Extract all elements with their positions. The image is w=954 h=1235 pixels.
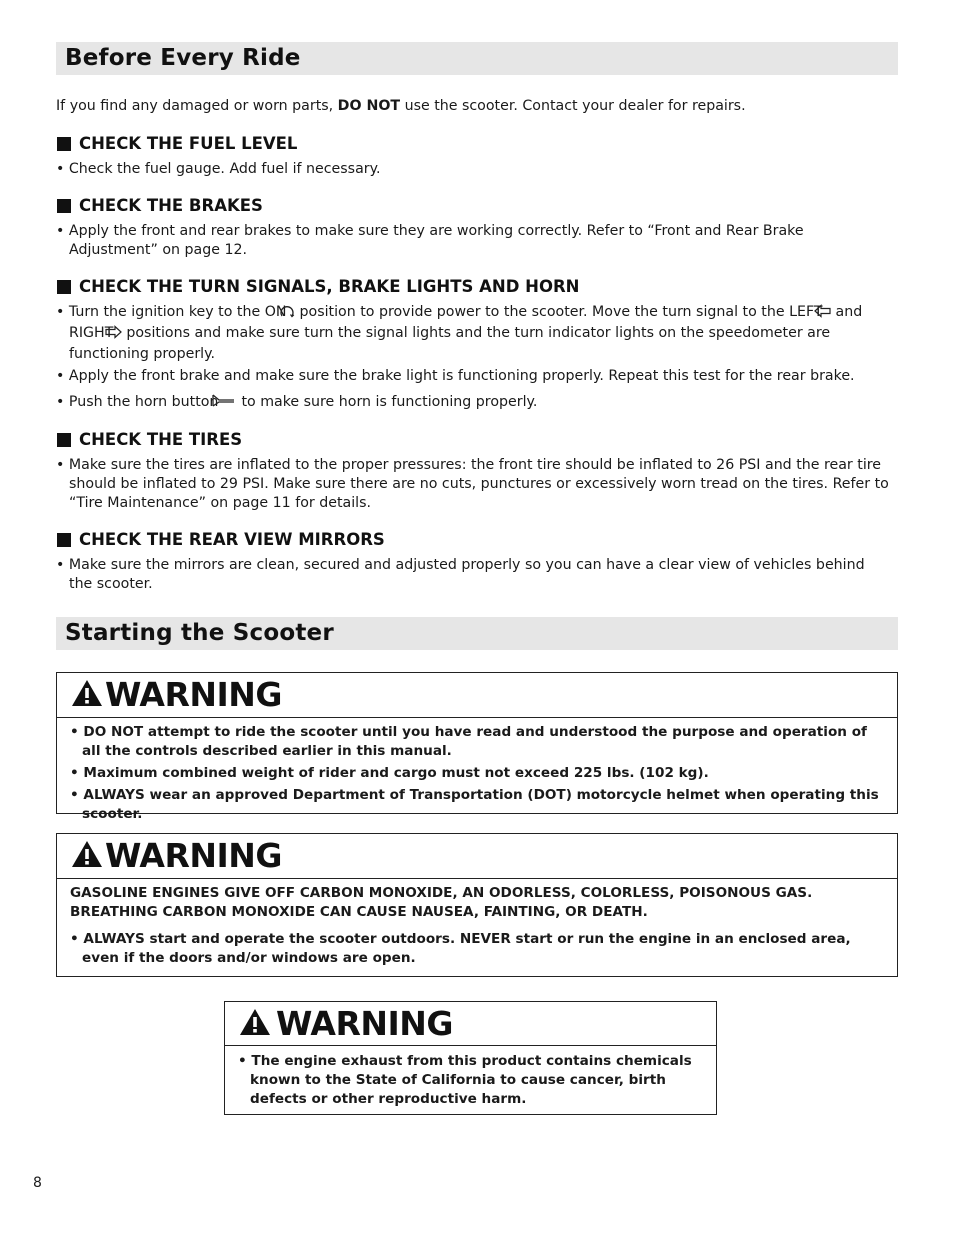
warning-item: • DO NOT attempt to ride the scooter until you have read and understood the purpose and operation of all the controls described earlier in this manual. <box>70 724 867 759</box>
mirrors-heading <box>57 530 385 550</box>
warning-label: WARNING <box>105 836 282 875</box>
square-bullet-icon <box>57 433 71 447</box>
brakes-heading <box>57 196 263 216</box>
mirrors-heading-text: CHECK THE REAR VIEW MIRRORS <box>79 530 385 549</box>
signals-item-1-text-a: Turn the ignition key to the ON <box>68 304 287 320</box>
warning-header <box>57 673 897 718</box>
mirrors-item-text: Make sure the mirrors are clean, secured and adjusted properly so you can have a clear view of vehicles behind the scooter. <box>68 557 865 592</box>
signals-item-1: • Turn the ignition key to the ON position to provide power to the scooter. Move the turn signal to the LEFT and RIGHT positions and make sure turn the signal lights and the turn indicator lights on the speedometer are functioning properly. <box>56 304 863 362</box>
square-bullet-icon <box>57 199 71 213</box>
warning-triangle-icon <box>71 840 103 872</box>
warning-item: • Maximum combined weight of rider and cargo must not exceed 225 lbs. (102 kg). <box>70 765 709 781</box>
warning-item-text: ALWAYS wear an approved Department of Transportation (DOT) motorcycle helmet when operating this scooter. <box>82 787 879 822</box>
fuel-heading <box>57 134 297 154</box>
warning-label: WARNING <box>276 1003 453 1043</box>
warning-header <box>57 834 897 879</box>
warning-triangle-icon <box>239 1008 271 1040</box>
signals-item-3-text-b: to make sure horn is functioning properly. <box>241 394 538 410</box>
warning-item: • The engine exhaust from this product contains chemicals known to the State of California to cause cancer, birth defects or other reproductive harm. <box>238 1053 692 1107</box>
section-title: Starting the Scooter <box>65 620 334 646</box>
mirrors-item: • Make sure the mirrors are clean, secured and adjusted properly so you can have a clear view of vehicles behind the scooter. <box>56 557 865 592</box>
warning-item-text: ALWAYS start and operate the scooter outdoors. NEVER start or run the engine in an enclosed area, even if the doors and/or windows are open. <box>82 931 851 966</box>
square-bullet-icon <box>57 137 71 151</box>
warning-body <box>57 718 897 824</box>
warning-box-1 <box>56 672 898 822</box>
signals-item-1-text-d: positions and make sure turn the signal lights and the turn indicator lights on the speedometer are functioning properly. <box>69 325 831 362</box>
tires-item: • Make sure the tires are inflated to the proper pressures: the front tire should be inflated to 26 PSI and the rear tire should be inflated to 29 PSI. Make sure there are no cuts, punctures or excessively worn tread on the tires. Refer to “Tire Maintenance” on page 11 for details. <box>56 457 889 511</box>
signals-heading-text: CHECK THE TURN SIGNALS, BRAKE LIGHTS AND HORN <box>79 277 580 296</box>
section-header-before-every-ride <box>56 42 898 75</box>
intro-bold: DO NOT <box>337 98 401 114</box>
right-arrow-icon <box>117 325 122 345</box>
brakes-item-text: Apply the front and rear brakes to make sure they are working correctly. Refer to “Front and Rear Brake Adjustment” on page 12. <box>68 223 804 258</box>
intro-paragraph <box>56 97 896 116</box>
warning-triangle-icon <box>71 679 103 711</box>
brakes-item: • Apply the front and rear brakes to make sure they are working correctly. Refer to “Front and Rear Brake Adjustment” on page 12. <box>56 223 804 258</box>
warning-body <box>225 1046 716 1109</box>
intro-text: If you find any damaged or worn parts, <box>56 98 338 114</box>
warning-item: • ALWAYS start and operate the scooter outdoors. NEVER start or run the engine in an enclosed area, even if the doors and/or windows are open. <box>70 931 851 966</box>
warning-box-3 <box>224 1001 717 1115</box>
signals-item-1-text-b: position to provide power to the scooter. Move the turn signal to the LEFT <box>299 304 823 320</box>
fuel-item-text: Check the fuel gauge. Add fuel if necessary. <box>68 161 381 177</box>
left-arrow-icon <box>827 304 832 324</box>
section-header-starting-the-scooter <box>56 617 898 650</box>
intro-text-end: use the scooter. Contact your dealer for repairs. <box>400 98 746 114</box>
warning-item-text: Maximum combined weight of rider and cargo must not exceed 225 lbs. (102 kg). <box>83 765 709 781</box>
warning-item-text: The engine exhaust from this product contains chemicals known to the State of California to cause cancer, birth defects or other reproductive harm. <box>250 1053 692 1107</box>
horn-icon <box>224 394 235 414</box>
page-number: 8 <box>33 1175 42 1191</box>
signals-item-1-text-c: and RIGHT <box>69 304 863 341</box>
fuel-heading-text: CHECK THE FUEL LEVEL <box>79 134 298 153</box>
warning-box-2 <box>56 833 898 977</box>
square-bullet-icon <box>57 280 71 294</box>
square-bullet-icon <box>57 533 71 547</box>
brakes-heading-text: CHECK THE BRAKES <box>79 196 263 215</box>
warning-lead: GASOLINE ENGINES GIVE OFF CARBON MONOXIDE, AN ODORLESS, COLORLESS, POISONOUS GAS. BREATHING CARBON MONOXIDE CAN CAUSE NAUSEA, FAINTING, OR DEATH. <box>70 885 813 920</box>
section-title: Before Every Ride <box>65 45 301 71</box>
warning-item: • ALWAYS wear an approved Department of Transportation (DOT) motorcycle helmet when operating this scooter. <box>70 787 879 822</box>
tires-heading-text: CHECK THE TIRES <box>79 430 243 449</box>
warning-body <box>57 879 897 968</box>
signals-item-3-text-a: Push the horn button <box>68 394 219 410</box>
signals-item-2-text: Apply the front brake and make sure the brake light is functioning properly. Repeat this test for the rear brake. <box>68 368 855 384</box>
signals-item-2: • Apply the front brake and make sure the brake light is functioning properly. Repeat this test for the rear brake. <box>56 368 855 384</box>
fuel-item: • Check the fuel gauge. Add fuel if necessary. <box>56 161 381 177</box>
warning-header <box>225 1002 716 1046</box>
ignition-on-icon <box>291 304 296 324</box>
tires-heading <box>57 430 242 450</box>
signals-heading <box>57 277 580 297</box>
tires-item-text: Make sure the tires are inflated to the proper pressures: the front tire should be inflated to 26 PSI and the rear tire should be inflated to 29 PSI. Make sure there are no cuts, punctures or excessively worn tread on the tires. Refer to “Tire Maintenance” on page 11 for details. <box>68 457 889 511</box>
warning-item-text: DO NOT attempt to ride the scooter until you have read and understood the purpose and operation of all the controls described earlier in this manual. <box>82 724 867 759</box>
signals-item-3: • Push the horn button to make sure horn is functioning properly. <box>56 393 892 414</box>
warning-label: WARNING <box>105 675 282 714</box>
